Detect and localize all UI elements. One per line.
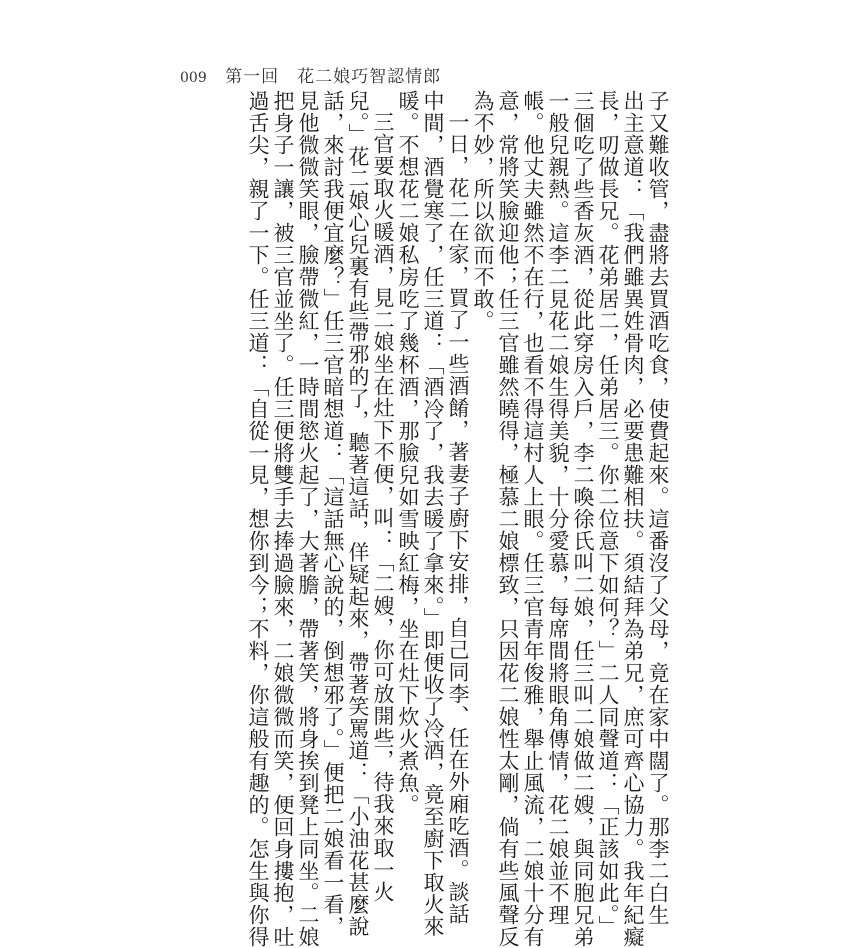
text-column: 中間，酒覺寒了，任三道：「酒冷了，我去暖了拿來。」即便收了冷酒，竟至廚下取火來 <box>421 90 445 938</box>
text-column: 把身子一讓，被三官並坐了。任三便將雙手去捧過臉來，二娘微微而笑，便回身摟抱，吐 <box>271 90 295 948</box>
text-column: 兒。」花二娘心兒裏有些帶邪的了，聽著這話，佯疑起來，帶著笑罵道：「小油花甚麼說 <box>346 90 370 938</box>
text-column: 一般兒親熱。這李二見花二娘生得美貌，十分愛慕，每席間將眼角傳情，花二娘並不理 <box>546 90 570 926</box>
text-column: 為不妙，所以欲而不敢。 <box>471 90 495 332</box>
text-column: 長，叨做長兄。花弟居二，任弟居三。你二位意下如何？」二人同聲道：「正該如此。」 <box>596 90 620 938</box>
body-text <box>245 90 670 948</box>
page-number: 009 <box>180 70 207 86</box>
text-column: 子又難收管，盡將去買酒吃食，使費起來。這番沒了父母，竟在家中闊了。那李二白生 <box>646 90 670 926</box>
text-column: 過舌尖，親了一下。任三道：「自從一見，想你到今；不料，你這般有趣的。怎生與你得 <box>246 90 270 948</box>
text-column: 三官要取火暖酒，見二娘坐在灶下不便，叫：「二嫂，你可放開些，待我來取一火 <box>371 111 395 903</box>
text-column: 三個吃了些香灰酒，從此穿房入戶，李二喚徐氏叫二娘，任三叫二娘做二嫂，與同胞兄弟 <box>571 90 595 948</box>
text-column: 帳。他丈夫雖然不在行，也看不得這村人上眼。任三官青年俊雅，舉止風流，二娘十分有 <box>521 90 545 948</box>
text-column: 暖。不想花二娘私房吃了幾杯酒，那臉兒如雪映紅梅，坐在灶下炊火煮魚。 <box>396 90 420 816</box>
text-column: 意，常將笑臉迎他；任三官雖然曉得，極慕二娘標致，只因花二娘性太剛，倘有些風聲反 <box>496 90 520 948</box>
text-column: 話，來討我便宜麼？」任三官暗想道：「這話無心說的，倒想邪了。」便把二娘看一看， <box>321 90 345 938</box>
chapter-title: 第一回 花二娘巧智認情郎 <box>225 67 442 87</box>
running-header <box>180 62 441 87</box>
text-column: 一日，花二在家，買了一些酒餚，著妻子廚下安排，自己同李、任在外廂吃酒。談話 <box>446 111 470 925</box>
text-column: 出主意道：「我們雖異姓骨肉，必要患難相扶。須結拜為弟兄，庶可齊心協力。我年紀癡 <box>621 90 645 948</box>
text-column: 見他微微笑眼，臉帶微紅，一時間慾火起了，大著膽，帶著笑，將身挨到凳上同坐。二娘 <box>296 90 320 948</box>
